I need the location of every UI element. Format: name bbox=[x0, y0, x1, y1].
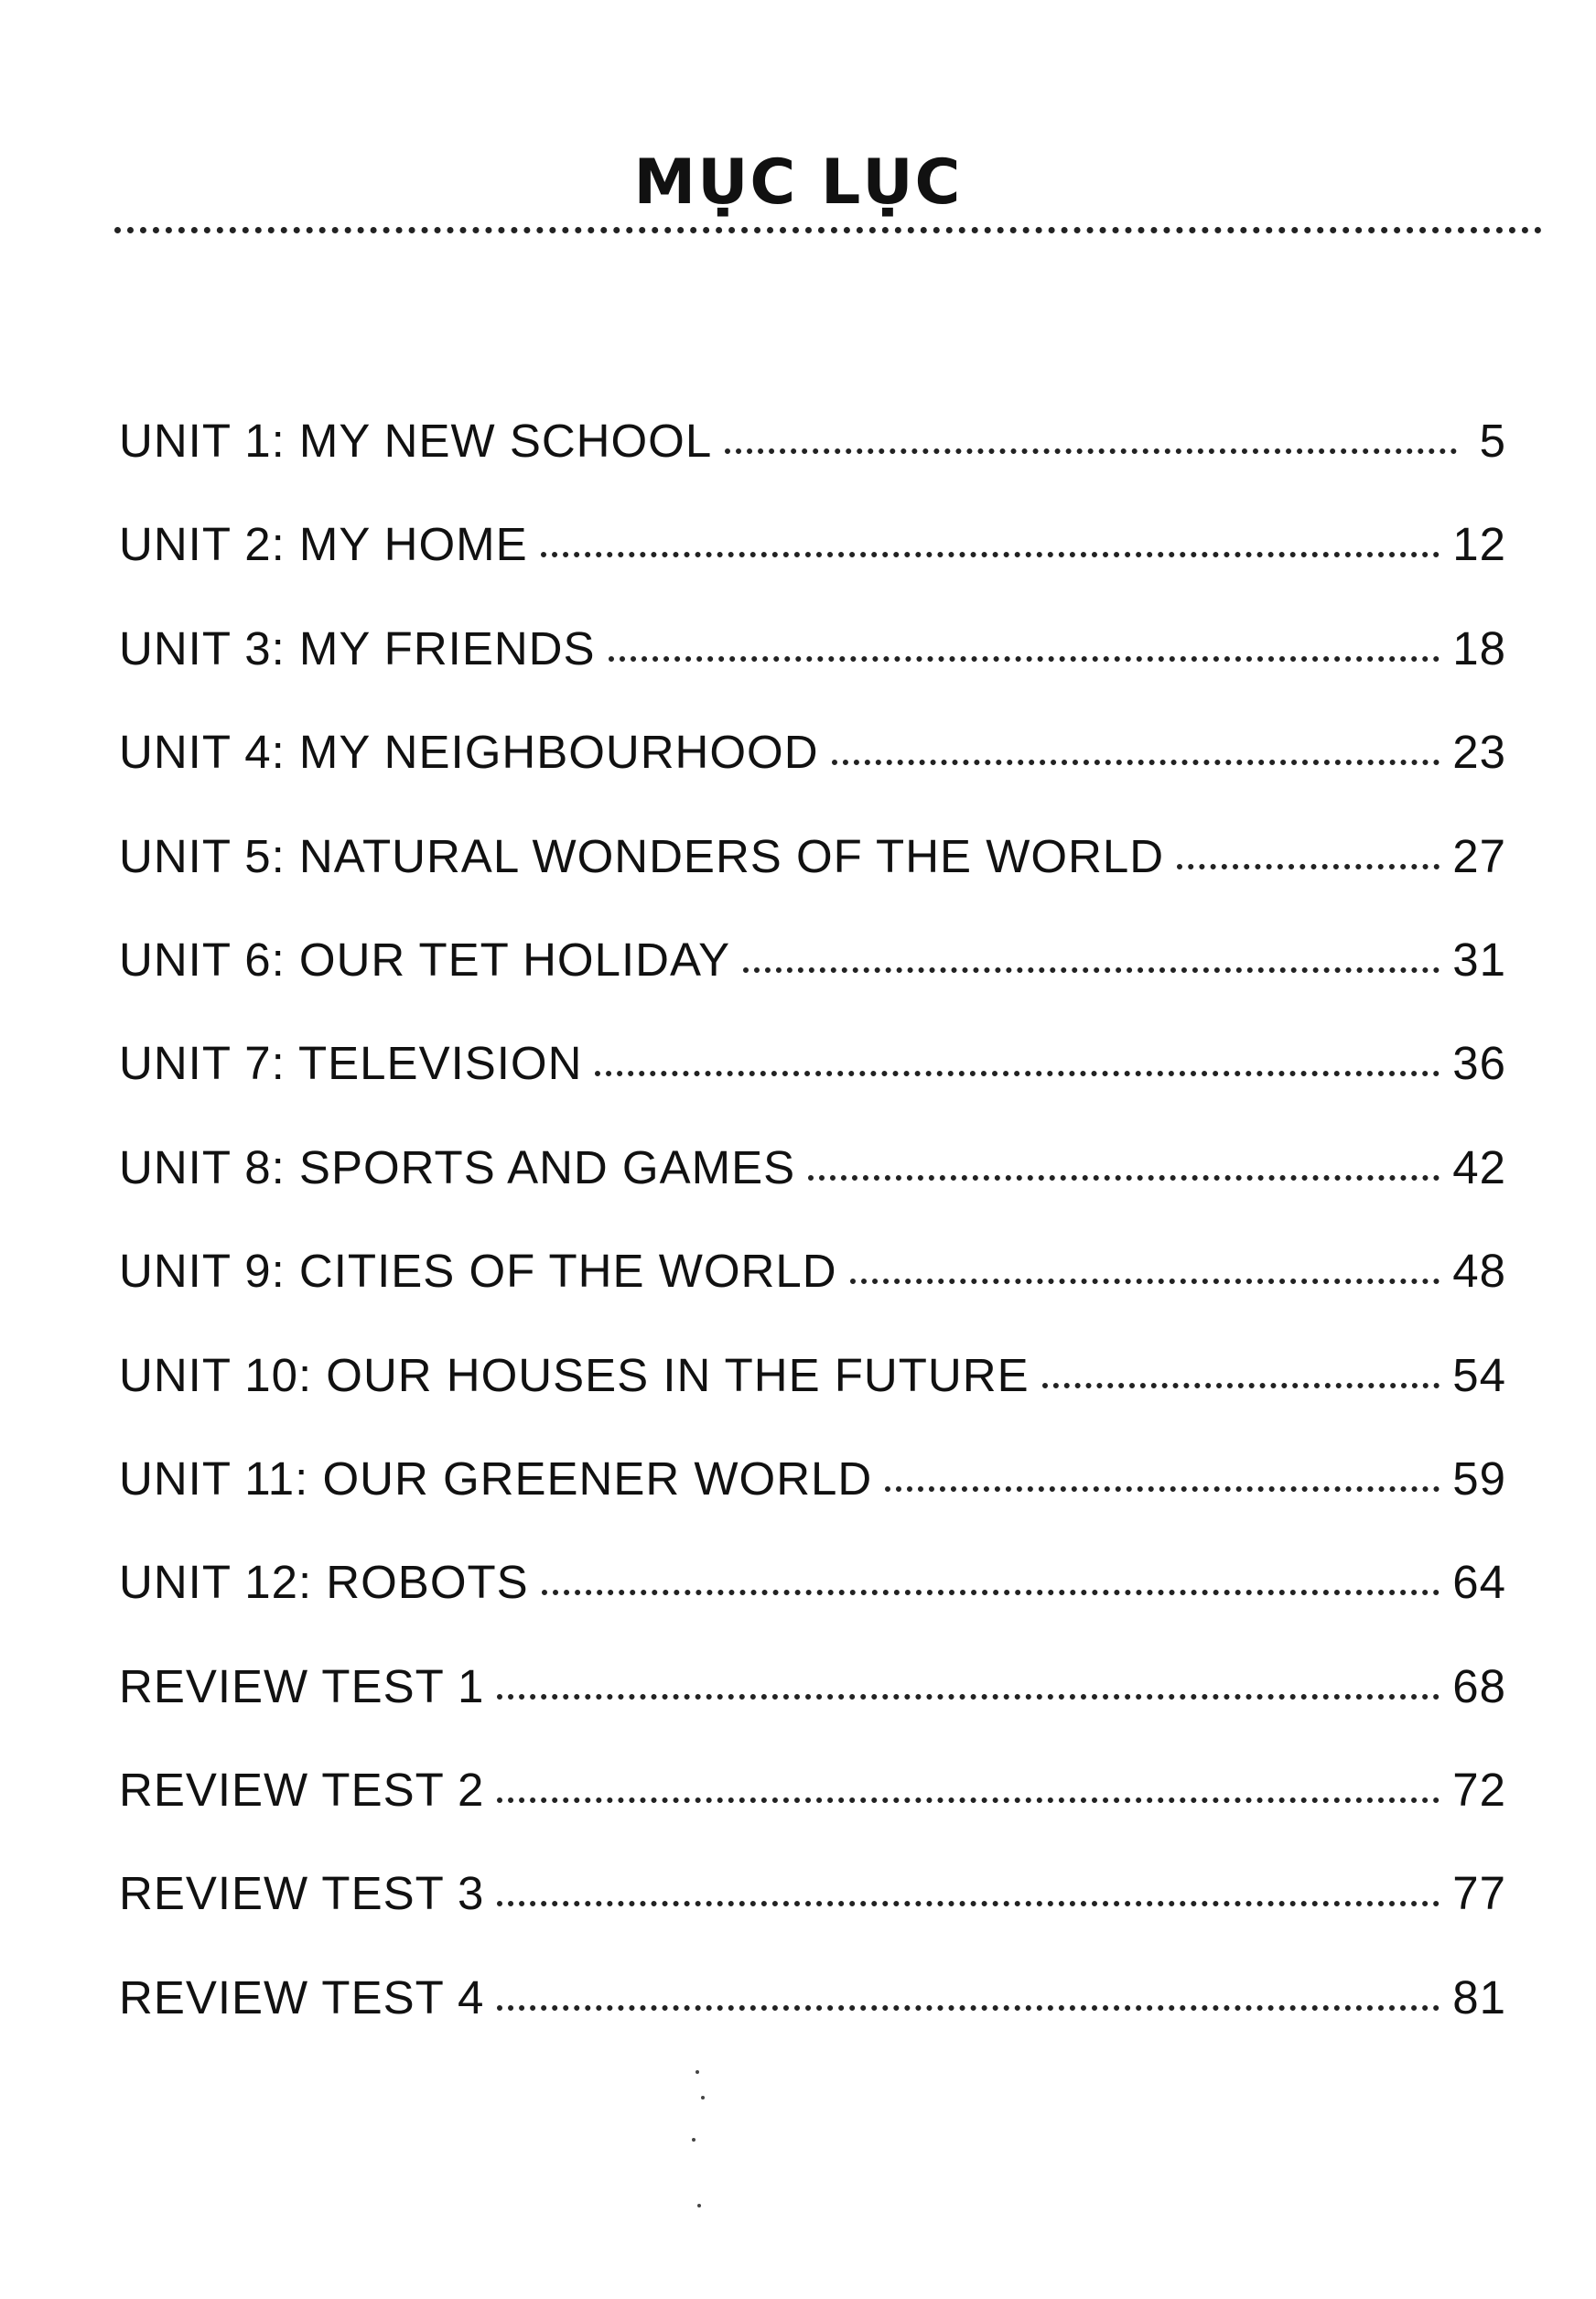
scan-speck bbox=[692, 2138, 696, 2142]
toc-entry-label: UNIT 5: NATURAL WONDERS OF THE WORLD bbox=[119, 829, 1165, 882]
toc-entry-page-number: 36 bbox=[1452, 1037, 1506, 1090]
toc-entry-label: UNIT 3: MY FRIENDS bbox=[119, 621, 596, 675]
toc-entry bbox=[119, 1659, 1506, 1763]
toc-entry-page-number: 59 bbox=[1452, 1452, 1506, 1505]
toc-entry-label: UNIT 4: MY NEIGHBOURHOOD bbox=[119, 726, 819, 779]
toc-entry bbox=[119, 1140, 1506, 1244]
toc-dot-leader bbox=[595, 1071, 1440, 1076]
toc-entry-label: REVIEW TEST 2 bbox=[119, 1764, 485, 1817]
toc-entry-page-number: 23 bbox=[1452, 726, 1506, 779]
toc-entry-page-number: 64 bbox=[1452, 1556, 1506, 1609]
toc-entry-label: UNIT 2: MY HOME bbox=[119, 518, 528, 571]
toc-entry-label: REVIEW TEST 4 bbox=[119, 1970, 485, 2024]
toc-entry-page-number: 42 bbox=[1452, 1140, 1506, 1193]
toc-entry-page-number: 77 bbox=[1452, 1867, 1506, 1920]
toc-dot-leader bbox=[725, 448, 1457, 454]
toc-entry-label: UNIT 7: TELEVISION bbox=[119, 1037, 583, 1090]
toc-dot-leader bbox=[497, 1694, 1440, 1700]
toc-dot-leader bbox=[1042, 1383, 1440, 1388]
toc-dot-leader bbox=[541, 552, 1440, 557]
toc-entry-label: REVIEW TEST 1 bbox=[119, 1659, 485, 1712]
toc-entry-label: UNIT 9: CITIES OF THE WORLD bbox=[119, 1245, 837, 1298]
scan-speck bbox=[696, 2070, 699, 2074]
toc-entry bbox=[119, 829, 1506, 933]
toc-dot-leader bbox=[808, 1175, 1440, 1181]
toc-dot-leader bbox=[497, 2005, 1440, 2011]
toc-entry-page-number: 31 bbox=[1452, 933, 1506, 986]
toc-entry bbox=[119, 933, 1506, 1036]
toc-entry bbox=[119, 1866, 1506, 1970]
title-dotted-rule bbox=[114, 227, 1542, 233]
toc-entry-page-number: 5 bbox=[1479, 415, 1506, 467]
toc-entry bbox=[119, 1348, 1506, 1452]
toc-entry-label: UNIT 11: OUR GREENER WORLD bbox=[119, 1452, 873, 1505]
toc-entry-label: REVIEW TEST 3 bbox=[119, 1867, 485, 1920]
toc-entry-label: UNIT 12: ROBOTS bbox=[119, 1556, 529, 1609]
toc-entry-label: UNIT 10: OUR HOUSES IN THE FUTURE bbox=[119, 1348, 1030, 1401]
toc-dot-leader bbox=[497, 1901, 1440, 1906]
toc-dot-leader bbox=[1177, 864, 1440, 869]
toc-entry bbox=[119, 414, 1506, 517]
toc-entry-page-number: 48 bbox=[1452, 1245, 1506, 1298]
toc-entry bbox=[119, 517, 1506, 621]
table-of-contents bbox=[119, 414, 1506, 2074]
toc-dot-leader bbox=[609, 656, 1440, 662]
toc-entry-page-number: 18 bbox=[1452, 621, 1506, 675]
toc-entry-label: UNIT 1: MY NEW SCHOOL bbox=[119, 415, 713, 467]
scan-speck bbox=[697, 2204, 701, 2207]
toc-entry-page-number: 81 bbox=[1452, 1970, 1506, 2024]
toc-entry bbox=[119, 1555, 1506, 1658]
toc-entry-page-number: 72 bbox=[1452, 1764, 1506, 1817]
page-title: MỤC LỤC bbox=[633, 146, 963, 219]
toc-dot-leader bbox=[885, 1486, 1440, 1492]
scan-speck bbox=[701, 2096, 705, 2099]
toc-dot-leader bbox=[743, 967, 1440, 973]
toc-dot-leader bbox=[497, 1797, 1440, 1803]
toc-entry bbox=[119, 1036, 1506, 1139]
toc-entry bbox=[119, 725, 1506, 828]
toc-entry-page-number: 27 bbox=[1452, 829, 1506, 882]
toc-dot-leader bbox=[832, 760, 1440, 765]
toc-entry-page-number: 54 bbox=[1452, 1348, 1506, 1401]
toc-entry bbox=[119, 1763, 1506, 1866]
toc-entry bbox=[119, 1452, 1506, 1555]
toc-entry bbox=[119, 1244, 1506, 1347]
toc-dot-leader bbox=[542, 1590, 1440, 1595]
toc-dot-leader bbox=[850, 1279, 1440, 1284]
toc-entry bbox=[119, 1970, 1506, 2074]
toc-entry-page-number: 12 bbox=[1452, 518, 1506, 571]
toc-entry bbox=[119, 621, 1506, 725]
toc-entry-page-number: 68 bbox=[1452, 1659, 1506, 1712]
toc-entry-label: UNIT 6: OUR TET HOLIDAY bbox=[119, 933, 731, 986]
toc-entry-label: UNIT 8: SPORTS AND GAMES bbox=[119, 1140, 796, 1193]
